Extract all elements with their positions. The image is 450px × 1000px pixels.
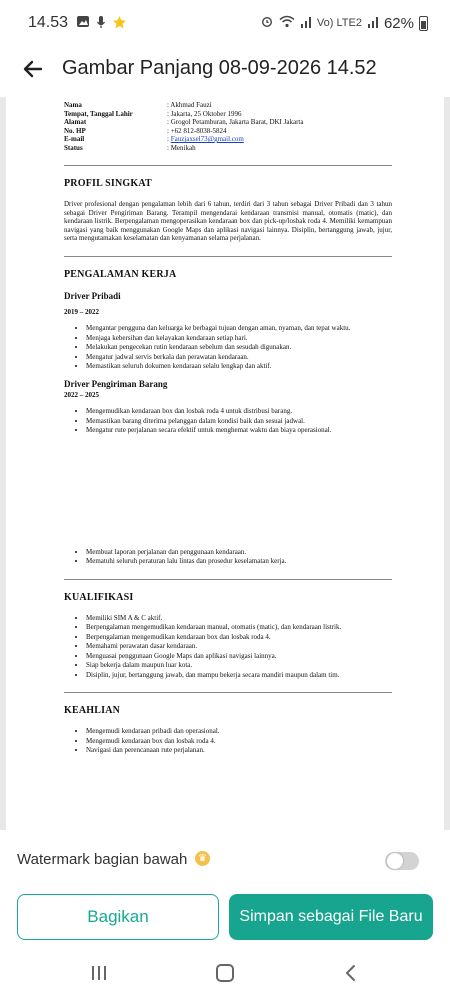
- signal-icon: [300, 15, 312, 32]
- document-page: [6, 97, 444, 830]
- list-item: • Mengatur rute perjalanan secara efektif untuk menghemat waktu dan biaya operasional.: [86, 426, 392, 435]
- nav-back-button[interactable]: [342, 964, 360, 982]
- email-link[interactable]: Fauzjaxsel73@gmail.com: [170, 135, 244, 143]
- list-item: • Mengemudi kendaraan pribadi dan operasional.: [86, 727, 392, 736]
- info-value: : +62 812-8038-5824: [167, 126, 227, 135]
- info-key: Status: [64, 143, 83, 152]
- job-title: Driver Pengiriman Barang: [64, 378, 168, 389]
- job2-list-continued: [64, 548, 392, 566]
- network-label: Vo) LTE2: [316, 17, 362, 29]
- gallery-icon: [76, 15, 90, 33]
- info-row: [64, 127, 392, 136]
- save-as-new-file-button[interactable]: Simpan sebagai File Baru: [229, 894, 433, 940]
- list-item: • Siap bekerja dalam maupun luar kota.: [86, 661, 392, 670]
- qualification-list: [64, 614, 392, 680]
- profile-heading: PROFIL SINGKAT: [64, 178, 152, 189]
- arrow-left-icon: [18, 54, 48, 84]
- recent-apps-button[interactable]: [90, 965, 108, 981]
- watermark-toggle[interactable]: [385, 852, 419, 870]
- info-value: : Grogol Petamburan, Jakarta Barat, DKI Jakarta: [167, 118, 304, 126]
- watermark-label: Watermark bagian bawah: [17, 851, 188, 868]
- profile-text: Driver profesional dengan pengalaman lebih dari 6 tahun, terdiri dari 3 tahun sebagai Driver Pribadi dan 3 tahun sebagai Driver Pengiriman Barang. Terampil mengendarai kendaraan transmisi manual, otomatis (matic), dan kendaraan listrik. Berpengalaman mengoperasikan kendaraan box dan pick-up/losbak roda 4. Memiliki kemampuan navigasi yang baik menggunakan Google Maps dan aplikasi navigasi lainnya. Disiplin, bertanggung jawab, jujur, serta mengutamakan keselamatan dan kenyamanan selama perjalanan.: [64, 200, 392, 242]
- info-row: [64, 101, 392, 110]
- skills-list: [64, 727, 392, 755]
- list-item: • Mematuhi seluruh peraturan lalu lintas dan prosedur keselamatan kerja.: [86, 557, 392, 566]
- share-button[interactable]: Bagikan: [17, 894, 219, 940]
- info-row: [64, 118, 392, 127]
- signal-icon-2: [367, 15, 379, 32]
- job-title: Driver Pribadi: [64, 290, 121, 301]
- wifi-icon: [279, 15, 295, 32]
- list-item: • Memahami perawatan dasar kendaraan.: [86, 642, 392, 651]
- page-title: Gambar Panjang 08-09-2026 14.52: [62, 57, 377, 79]
- info-value: : Menikah: [167, 143, 196, 152]
- info-value: : Akhmad Fauzi: [167, 101, 212, 109]
- list-item: • Disiplin, jujur, bertanggung jawab, dan mampu bekerja secara mandiri maupun dalam tim.: [86, 671, 392, 680]
- list-item: • Melakukan pengecekan rutin kendaraan sebelum dan sesudah digunakan.: [86, 343, 392, 352]
- watermark-row: [0, 840, 450, 880]
- status-right: [260, 14, 428, 32]
- divider: [64, 579, 392, 580]
- info-key: E-mail: [64, 135, 85, 143]
- list-item: • Mengatur jadwal servis berkala dan perawatan kendaraan.: [86, 353, 392, 362]
- battery-icon: [419, 16, 428, 31]
- job2-list: [64, 407, 392, 435]
- battery-percent: 62%: [383, 14, 414, 32]
- status-time: 14.53: [28, 14, 69, 31]
- status-bar: [0, 0, 450, 48]
- info-row: [64, 135, 392, 144]
- list-item: • Menguasai penggunaan Google Maps dan aplikasi navigasi lainnya.: [86, 652, 392, 661]
- personal-info: [64, 101, 392, 152]
- recent-apps-icon: [90, 965, 108, 981]
- info-key: Tempat, Tanggal Lahir: [64, 109, 133, 118]
- divider: [64, 165, 392, 166]
- alarm-icon: [260, 14, 274, 32]
- job1-list: [64, 324, 392, 371]
- system-nav-bar: [0, 955, 450, 1000]
- skills-heading: KEAHLIAN: [64, 705, 121, 716]
- info-value: : Jakarta, 25 Oktober 1996: [167, 109, 242, 118]
- page-gap: [64, 436, 392, 548]
- info-row: [64, 144, 392, 153]
- crown-icon: ♛: [195, 851, 210, 866]
- info-key: Alamat: [64, 118, 87, 126]
- list-item: • Berpengalaman mengemudikan kendaraan box dan losbak roda 4.: [86, 633, 392, 642]
- chevron-left-icon: [342, 964, 360, 982]
- list-item: • Memastikan barang diterima pelanggan dalam kondisi baik dan sesuai jadwal.: [86, 417, 392, 426]
- list-item: • Berpengalaman mengemudikan kendaraan manual, otomatis (matic), dan kendaraan listrik.: [86, 623, 392, 632]
- info-key: Nama: [64, 101, 82, 109]
- qualification-heading: KUALIFIKASI: [64, 591, 134, 603]
- list-item: • Membuat laporan perjalanan dan penggunaan kendaraan.: [86, 548, 392, 557]
- list-item: • Mengemudikan kendaraan box dan losbak roda 4 untuk distribusi barang.: [86, 407, 392, 416]
- experience-heading: PENGALAMAN KERJA: [64, 268, 177, 280]
- app-bar: [0, 48, 450, 92]
- star-icon: [112, 15, 127, 33]
- mic-icon: [96, 15, 106, 33]
- info-row: [64, 110, 392, 119]
- list-item: • Navigasi dan perencanaan rute perjalanan.: [86, 746, 392, 755]
- list-item: • Memiliki SIM A & C aktif.: [86, 614, 392, 623]
- job-date: 2022 – 2025: [64, 390, 99, 399]
- list-item: • Mengemudi kendaraan box dan losbak roda 4.: [86, 737, 392, 746]
- list-item: • Menjaga kebersihan dan kelayakan kendaraan setiap hari.: [86, 334, 392, 343]
- list-item: • Memastikan seluruh dokumen kendaraan selalu lengkap dan aktif.: [86, 362, 392, 371]
- info-value: :: [167, 135, 171, 143]
- back-button[interactable]: [18, 54, 48, 84]
- divider: [64, 692, 392, 693]
- info-key: No. HP: [64, 126, 86, 135]
- job-date: 2019 – 2022: [64, 307, 99, 316]
- list-item: • Mengantar pengguna dan keluarga ke berbagai tujuan dengan aman, nyaman, dan tepat waktu.: [86, 324, 392, 333]
- status-left-icons: [76, 15, 127, 33]
- divider: [64, 256, 392, 257]
- document-preview[interactable]: [0, 97, 450, 830]
- home-button[interactable]: [216, 964, 234, 982]
